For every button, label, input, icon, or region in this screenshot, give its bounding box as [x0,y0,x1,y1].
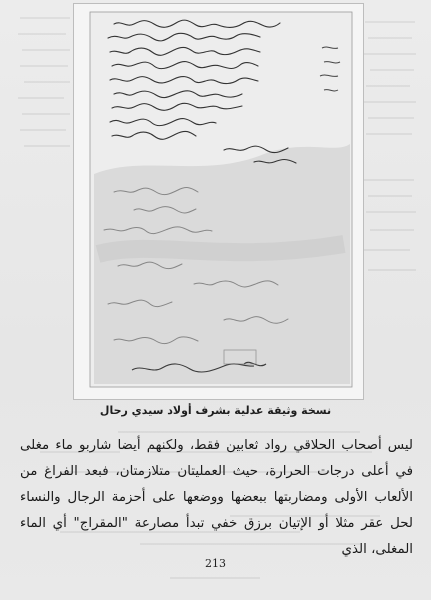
body-paragraph: ليس أصحاب الحلاقي رواد ثعابين فقط، ولكنهم أيضا شاربو ماء مغلى في أعلى درجات الحرارة، حيث العمليتان متلازمتان، فبعد الفراغ من الألعاب الأولى ومضاربتها ببعضها ووضعها على أحزمة الرجال والنساء لحل عقر مثلا أو الإتيان برزق خفي تبدأ مصارعة "المقراج" أي الماء المغلى، الذي [20,438,413,557]
figure-caption: نسخة وثيقة عدلية بشرف أولاد سيدي رحال [99,404,332,417]
handwritten-deed-illustration [74,4,363,399]
manuscript-image [73,3,364,400]
page-number: 213 [205,557,226,570]
